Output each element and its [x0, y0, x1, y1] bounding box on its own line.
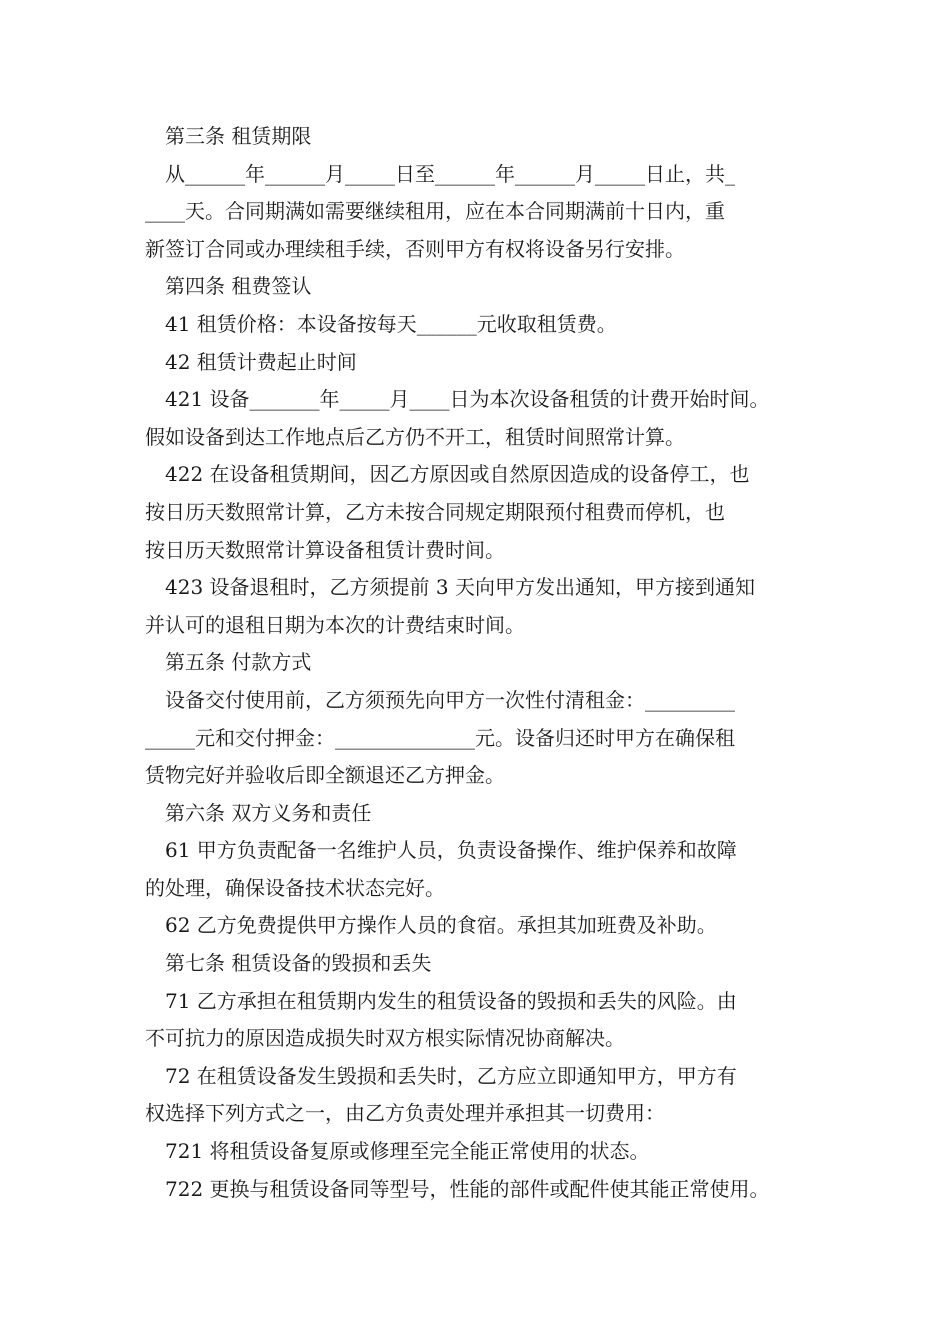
body-line: 设备交付使用前，乙方须预先向甲方一次性付清租金：_________ [165, 687, 735, 712]
clause-line: 423 设备退租时，乙方须提前 3 天向甲方发出通知，甲方接到通知 [165, 575, 755, 600]
body-line: 从______年______月_____日至______年______月_____日止，共_ [165, 161, 735, 186]
body-line: 假如设备到达工作地点后乙方仍不开工，租赁时间照常计算。 [145, 424, 685, 449]
clause-line: 41 租赁价格：本设备按每天______元收取租赁费。 [165, 311, 617, 336]
article-heading: 第四条 租费签认 [165, 274, 312, 299]
clause-line: 62 乙方免费提供甲方操作人员的食宿。承担其加班费及补助。 [165, 913, 717, 938]
clause-line: 71 乙方承担在租赁期内发生的租赁设备的毁损和丢失的风险。由 [165, 988, 737, 1013]
clause-line: 61 甲方负责配备一名维护人员，负责设备操作、维护保养和故障 [165, 838, 737, 863]
body-line: 按日历天数照常计算设备租赁计费时间。 [145, 537, 505, 562]
clause-line: 421 设备_______年_____月____日为本次设备租赁的计费开始时间。 [165, 387, 770, 412]
body-line: ____天。合同期满如需要继续租用，应在本合同期满前十日内，重 [145, 199, 725, 224]
body-line: 新签订合同或办理续租手续，否则甲方有权将设备另行安排。 [145, 236, 685, 261]
body-line: 权选择下列方式之一，由乙方负责处理并承担其一切费用： [145, 1101, 665, 1126]
document-body [145, 118, 813, 1208]
clause-line: 721 将租赁设备复原或修理至完全能正常使用的状态。 [165, 1139, 650, 1164]
body-line: 的处理，确保设备技术状态完好。 [145, 875, 445, 900]
body-line: 并认可的退租日期为本次的计费结束时间。 [145, 612, 525, 637]
clause-line: 722 更换与租赁设备同等型号，性能的部件或配件使其能正常使用。 [165, 1176, 770, 1201]
clause-line: 42 租赁计费起止时间 [165, 349, 357, 374]
body-line: 赁物完好并验收后即全额退还乙方押金。 [145, 763, 505, 788]
article-heading: 第六条 双方义务和责任 [165, 800, 372, 825]
clause-line: 72 在租赁设备发生毁损和丢失时，乙方应立即通知甲方，甲方有 [165, 1063, 737, 1088]
article-heading: 第三条 租赁期限 [165, 124, 312, 148]
article-heading: 第五条 付款方式 [165, 650, 312, 675]
body-line: _____元和交付押金：______________元。设备归还时甲方在确保租 [145, 725, 735, 750]
body-line: 按日历天数照常计算，乙方未按合同规定期限预付租费而停机，也 [145, 499, 725, 524]
article-heading: 第七条 租赁设备的毁损和丢失 [165, 951, 432, 976]
clause-line: 422 在设备租赁期间，因乙方原因或自然原因造成的设备停工，也 [165, 462, 750, 487]
body-line: 不可抗力的原因造成损失时双方根实际情况协商解决。 [145, 1026, 625, 1051]
